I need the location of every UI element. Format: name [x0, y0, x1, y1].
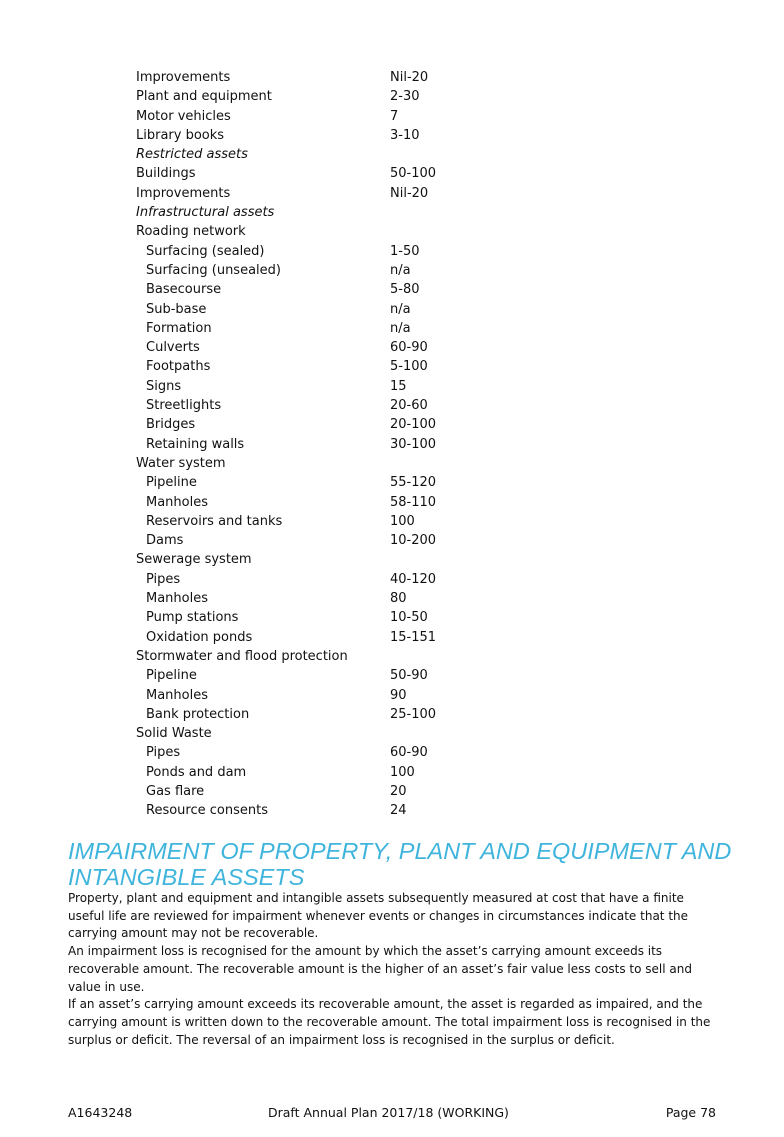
asset-label: Pipeline: [146, 475, 197, 491]
useful-life-value: 60-90: [390, 340, 428, 356]
useful-life-value: n/a: [390, 301, 411, 317]
document-title: Draft Annual Plan 2017/18 (WORKING): [268, 1105, 509, 1120]
section-body: [68, 890, 724, 1049]
useful-life-value: n/a: [390, 262, 411, 278]
table-row: [136, 724, 496, 743]
table-row: [136, 126, 496, 145]
asset-label: Formation: [146, 320, 212, 336]
paragraph: An impairment loss is recognised for the amount by which the asset’s carrying amount exceeds its recoverable amount. The recoverable amount is the higher of an asset’s fair value less costs to sell and value in use.: [68, 944, 692, 994]
useful-life-value: 100: [390, 764, 415, 780]
useful-life-value: 5-100: [390, 359, 428, 375]
table-row: [136, 300, 496, 319]
document-id: A1643248: [68, 1105, 133, 1120]
table-row: [136, 628, 496, 647]
useful-life-value: 40-120: [390, 571, 437, 587]
useful-life-value: Nil-20: [390, 70, 429, 85]
asset-label: Basecourse: [146, 282, 222, 298]
page-footer: [68, 1104, 716, 1122]
asset-label: Gas flare: [146, 783, 205, 799]
paragraph: If an asset’s carrying amount exceeds its recoverable amount, the asset is regarded as impaired, and the carrying amount is written down to the recoverable amount. The total impairment loss is recognised in the surplus or deficit. The reversal of an impairment loss is recognised in the surplus or deficit.: [68, 997, 711, 1047]
table-row: [136, 184, 496, 203]
asset-label: Motor vehicles: [136, 108, 231, 124]
useful-life-value: 5-80: [390, 282, 420, 298]
asset-label: Stormwater and flood protection: [136, 648, 348, 664]
useful-life-value: 58-110: [390, 494, 437, 510]
asset-label: Bridges: [146, 417, 196, 433]
asset-label: Sewerage system: [136, 552, 252, 568]
asset-label: Pipeline: [146, 668, 197, 684]
table-row: [136, 435, 496, 454]
useful-life-value: 3-10: [390, 127, 420, 143]
asset-label: Resource consents: [146, 803, 268, 819]
useful-life-value: Nil-20: [390, 185, 429, 201]
table-row: [136, 145, 496, 164]
table-row: [136, 493, 496, 512]
useful-life-value: 50-90: [390, 668, 428, 684]
asset-label: Streetlights: [146, 398, 222, 414]
asset-label: Pipes: [146, 745, 181, 761]
useful-life-value: 24: [390, 803, 407, 819]
useful-life-value: 100: [390, 513, 415, 529]
asset-label: Improvements: [136, 185, 231, 201]
table-row: [136, 454, 496, 473]
table-row: [136, 280, 496, 299]
useful-life-value: 30-100: [390, 436, 437, 452]
asset-label: Plant and equipment: [136, 89, 272, 105]
useful-life-value: 90: [390, 687, 407, 703]
asset-label: Ponds and dam: [146, 764, 247, 780]
asset-label: Footpaths: [146, 359, 211, 375]
table-row: [136, 647, 496, 666]
useful-life-value: 15: [390, 378, 407, 394]
asset-label: Manholes: [146, 591, 208, 607]
asset-label: Signs: [146, 378, 182, 394]
table-row: [136, 357, 496, 376]
useful-life-value: n/a: [390, 320, 411, 336]
table-row: [136, 473, 496, 492]
useful-life-value: 2-30: [390, 89, 420, 105]
useful-life-value: 20-100: [390, 417, 437, 433]
table-row: [136, 608, 496, 627]
asset-label: Manholes: [146, 494, 208, 510]
asset-label: Sub-base: [146, 301, 207, 317]
table-row: [136, 396, 496, 415]
table-row: [136, 338, 496, 357]
table-row: [136, 261, 496, 280]
asset-label: Reservoirs and tanks: [146, 513, 283, 529]
asset-label: Restricted assets: [136, 147, 248, 163]
table-row: [136, 415, 496, 434]
asset-label: Dams: [146, 533, 184, 549]
asset-label: Culverts: [146, 340, 200, 356]
useful-life-value: 10-200: [390, 533, 437, 549]
useful-life-value: 20: [390, 783, 407, 799]
table-row: [136, 87, 496, 106]
table-row: [136, 743, 496, 762]
table-row: [136, 589, 496, 608]
useful-life-value: 60-90: [390, 745, 428, 761]
asset-label: Pipes: [146, 571, 181, 587]
table-row: [136, 666, 496, 685]
table-row: [136, 222, 496, 241]
useful-life-value: 80: [390, 591, 407, 607]
useful-life-value: 25-100: [390, 706, 437, 722]
useful-life-value: 20-60: [390, 398, 428, 414]
asset-label: Pump stations: [146, 610, 239, 626]
table-row: [136, 705, 496, 724]
asset-label: Surfacing (unsealed): [146, 262, 281, 278]
table-row: [136, 570, 496, 589]
asset-label: Library books: [136, 127, 225, 143]
useful-life-value: 1-50: [390, 243, 420, 259]
table-row: [136, 242, 496, 261]
useful-life-value: 15-151: [390, 629, 437, 645]
section-heading: IMPAIRMENT OF PROPERTY, PLANT AND EQUIPMENT AND INTANGIBLE ASSETS: [68, 838, 732, 890]
table-row: [136, 107, 496, 126]
asset-label: Improvements: [136, 70, 231, 85]
page-number: Page 78: [665, 1105, 716, 1120]
asset-label: Water system: [136, 455, 226, 471]
paragraph: Property, plant and equipment and intangible assets subsequently measured at cost that have a finite useful life are reviewed for impairment whenever events or changes in circumstances indicate that the carrying amount may not be recoverable.: [68, 891, 689, 941]
table-row: [136, 164, 496, 183]
asset-label: Manholes: [146, 687, 208, 703]
useful-life-value: 10-50: [390, 610, 428, 626]
asset-label: Buildings: [136, 166, 196, 182]
table-row: [136, 801, 496, 820]
table-row: [136, 531, 496, 550]
table-row: [136, 686, 496, 705]
table-row: [136, 377, 496, 396]
asset-label: Surfacing (sealed): [146, 243, 265, 259]
table-row: [136, 512, 496, 531]
table-row: [136, 203, 496, 222]
asset-label: Solid Waste: [136, 726, 212, 742]
table-row: [136, 782, 496, 801]
table-row: [136, 550, 496, 569]
asset-lives-table: [136, 68, 496, 821]
asset-label: Oxidation ponds: [146, 629, 253, 645]
useful-life-value: 50-100: [390, 166, 437, 182]
table-row: [136, 319, 496, 338]
asset-label: Roading network: [136, 224, 246, 240]
table-row: [136, 68, 496, 87]
useful-life-value: 7: [390, 108, 399, 124]
asset-label: Retaining walls: [146, 436, 245, 452]
table-row: [136, 763, 496, 782]
useful-life-value: 55-120: [390, 475, 437, 491]
asset-label: Infrastructural assets: [136, 205, 275, 221]
asset-label: Bank protection: [146, 706, 250, 722]
